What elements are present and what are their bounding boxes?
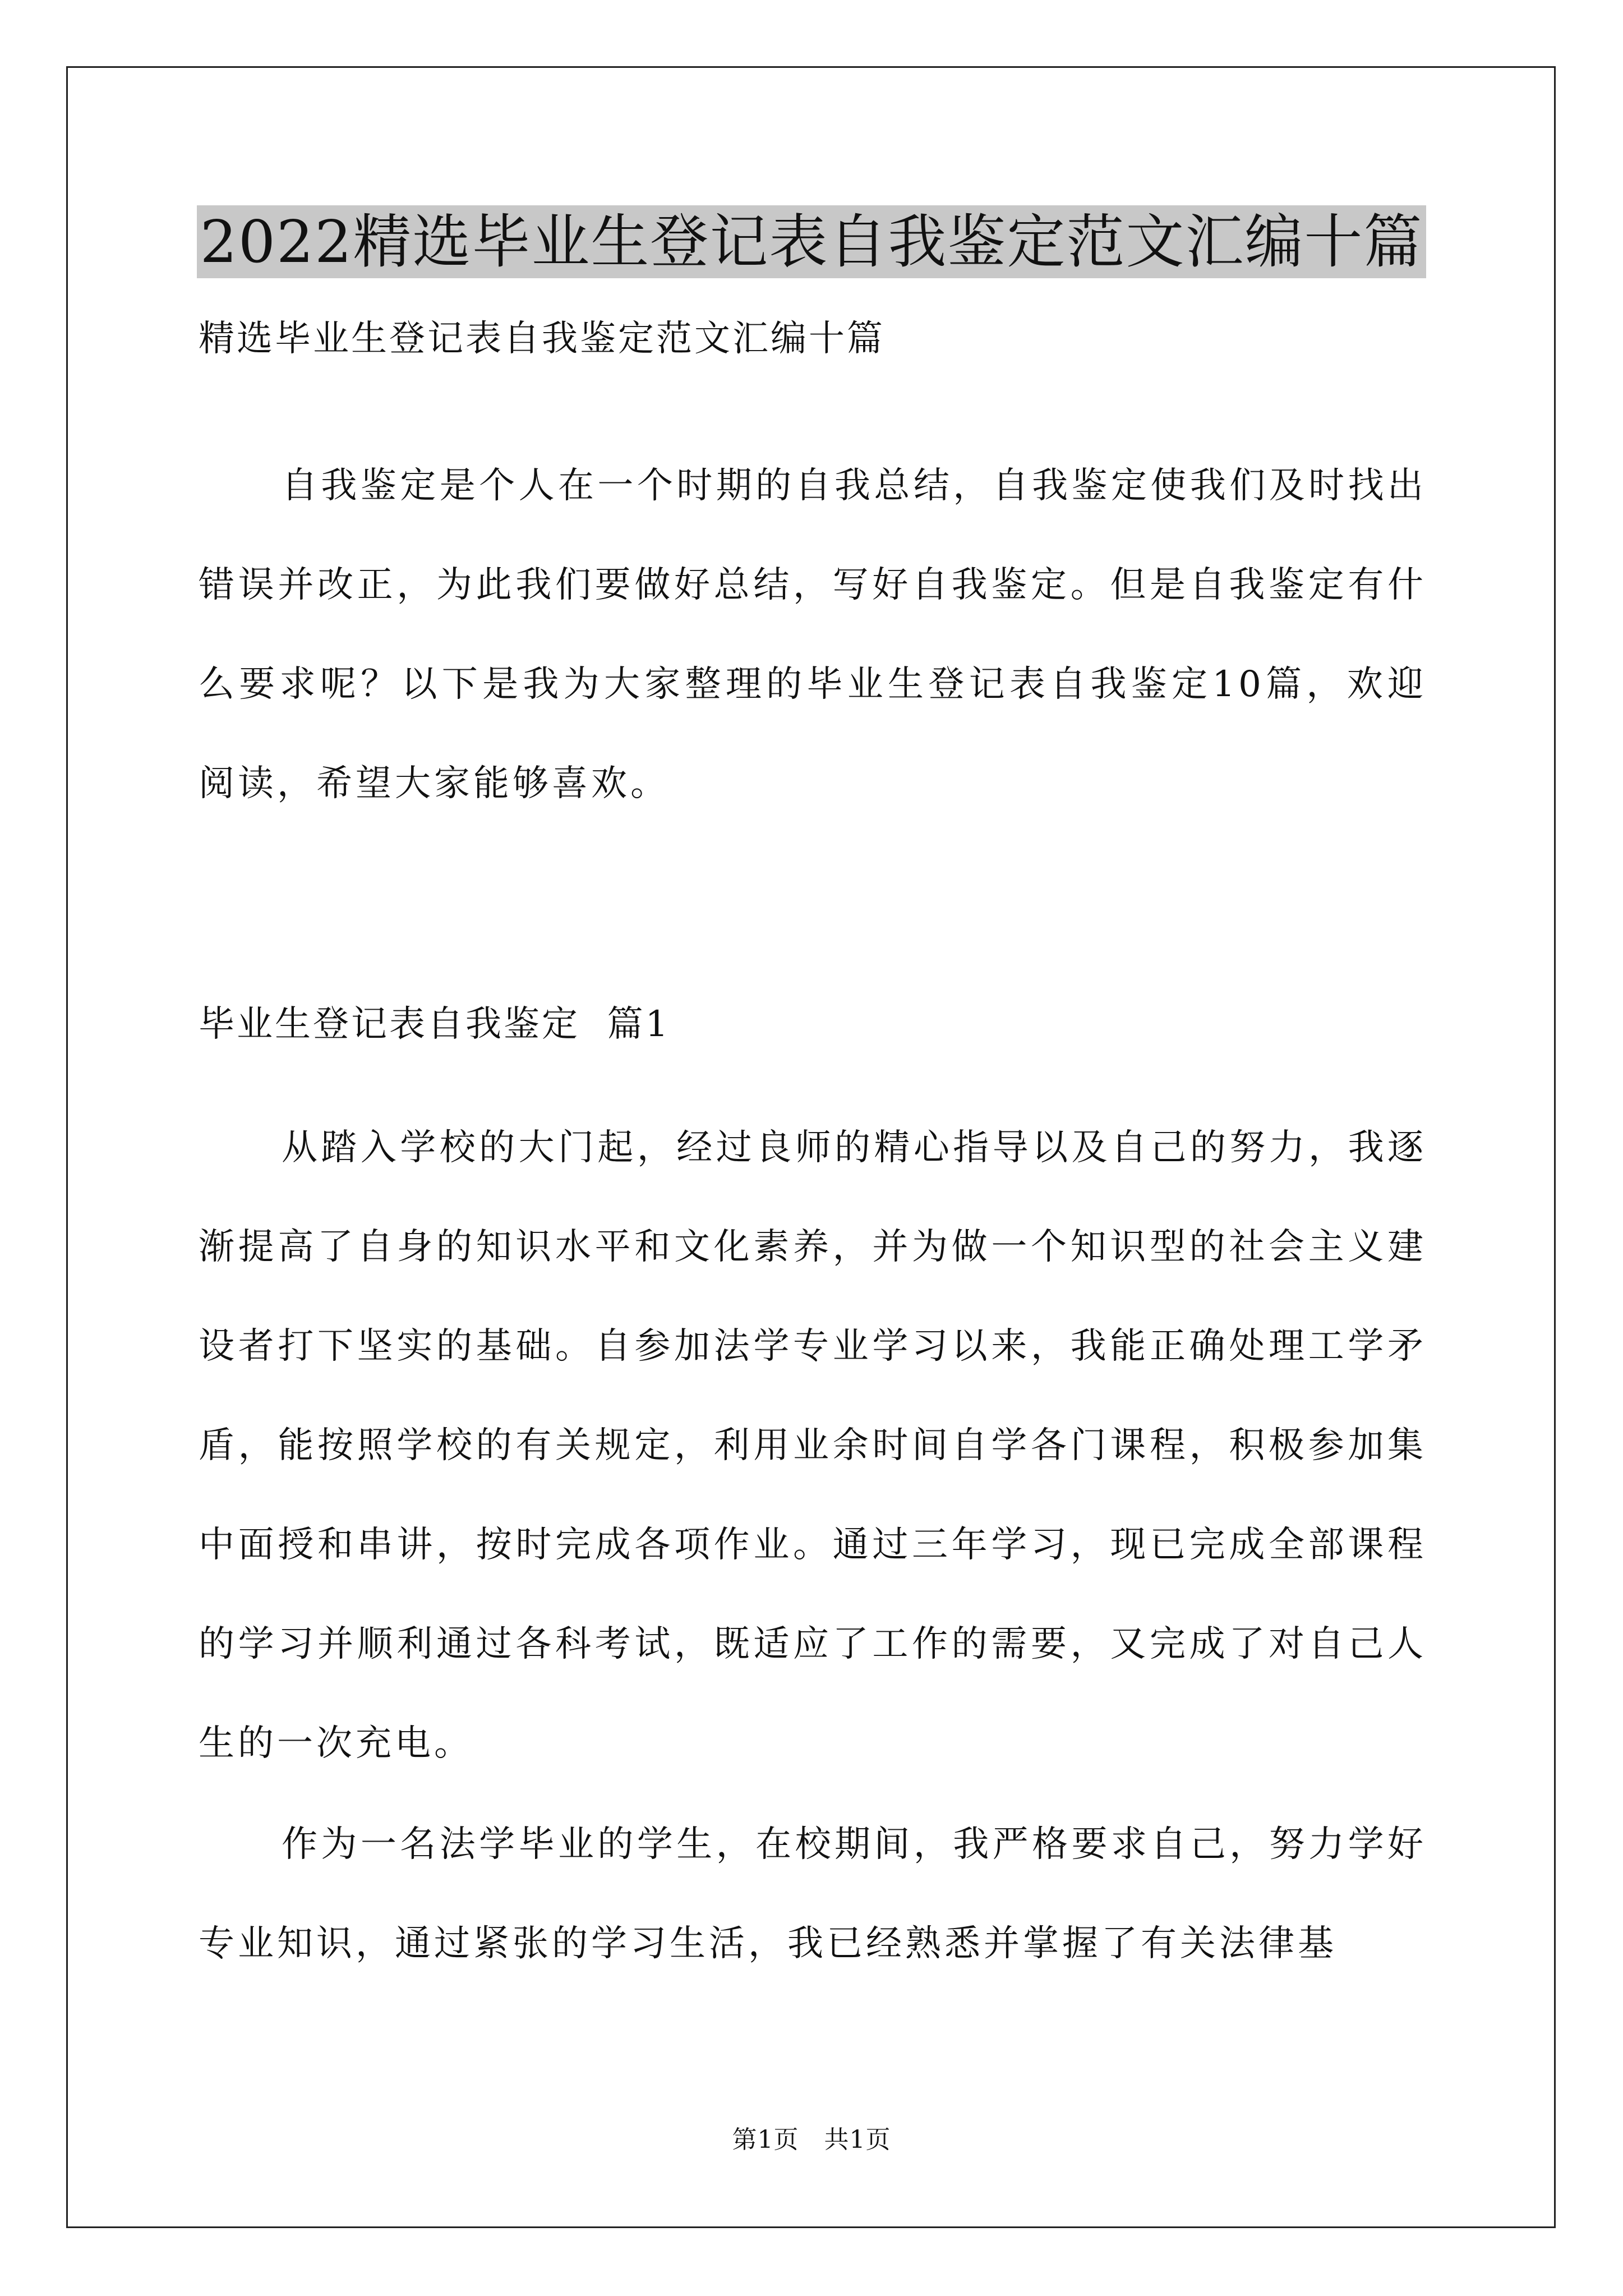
section-heading: 毕业生登记表自我鉴定 篇1 — [199, 1004, 671, 1045]
document-subtitle: 精选毕业生登记表自我鉴定范文汇编十篇 — [199, 318, 885, 360]
body-paragraph-2: 作为一名法学毕业的学生，在校期间，我严格要求自己，努力学好专业知识，通过紧张的学习生活，我已经熟悉并掌握了有关法律基 — [199, 1824, 1427, 1964]
document-title: 2022精选毕业生登记表自我鉴定范文汇编十篇 — [197, 205, 1427, 278]
title-container — [0, 205, 1623, 278]
body-paragraph-1: 从踏入学校的大门起，经过良师的精心指导以及自己的努力，我逐渐提高了自身的知识水平和文化素养，并为做一个知识型的社会主义建设者打下坚实的基础。自参加法学专业学习以来，我能正确处理工学矛盾，能按照学校的有关规定，利用业余时间自学各门课程，积极参加集中面授和串讲，按时完成各项作业。通过三年学习，现已完成全部课程的学习并顺利通过各科考试，既适应了工作的需要，又完成了对自己人生的一次充电。 — [199, 1127, 1427, 1764]
page-footer: 第1页 共1页 — [732, 2125, 891, 2154]
intro-paragraph: 自我鉴定是个人在一个时期的自我总结，自我鉴定使我们及时找出错误并改正，为此我们要做好总结，写好自我鉴定。但是自我鉴定有什么要求呢？以下是我为大家整理的毕业生登记表自我鉴定10篇，欢迎阅读，希望大家能够喜欢。 — [199, 465, 1427, 804]
